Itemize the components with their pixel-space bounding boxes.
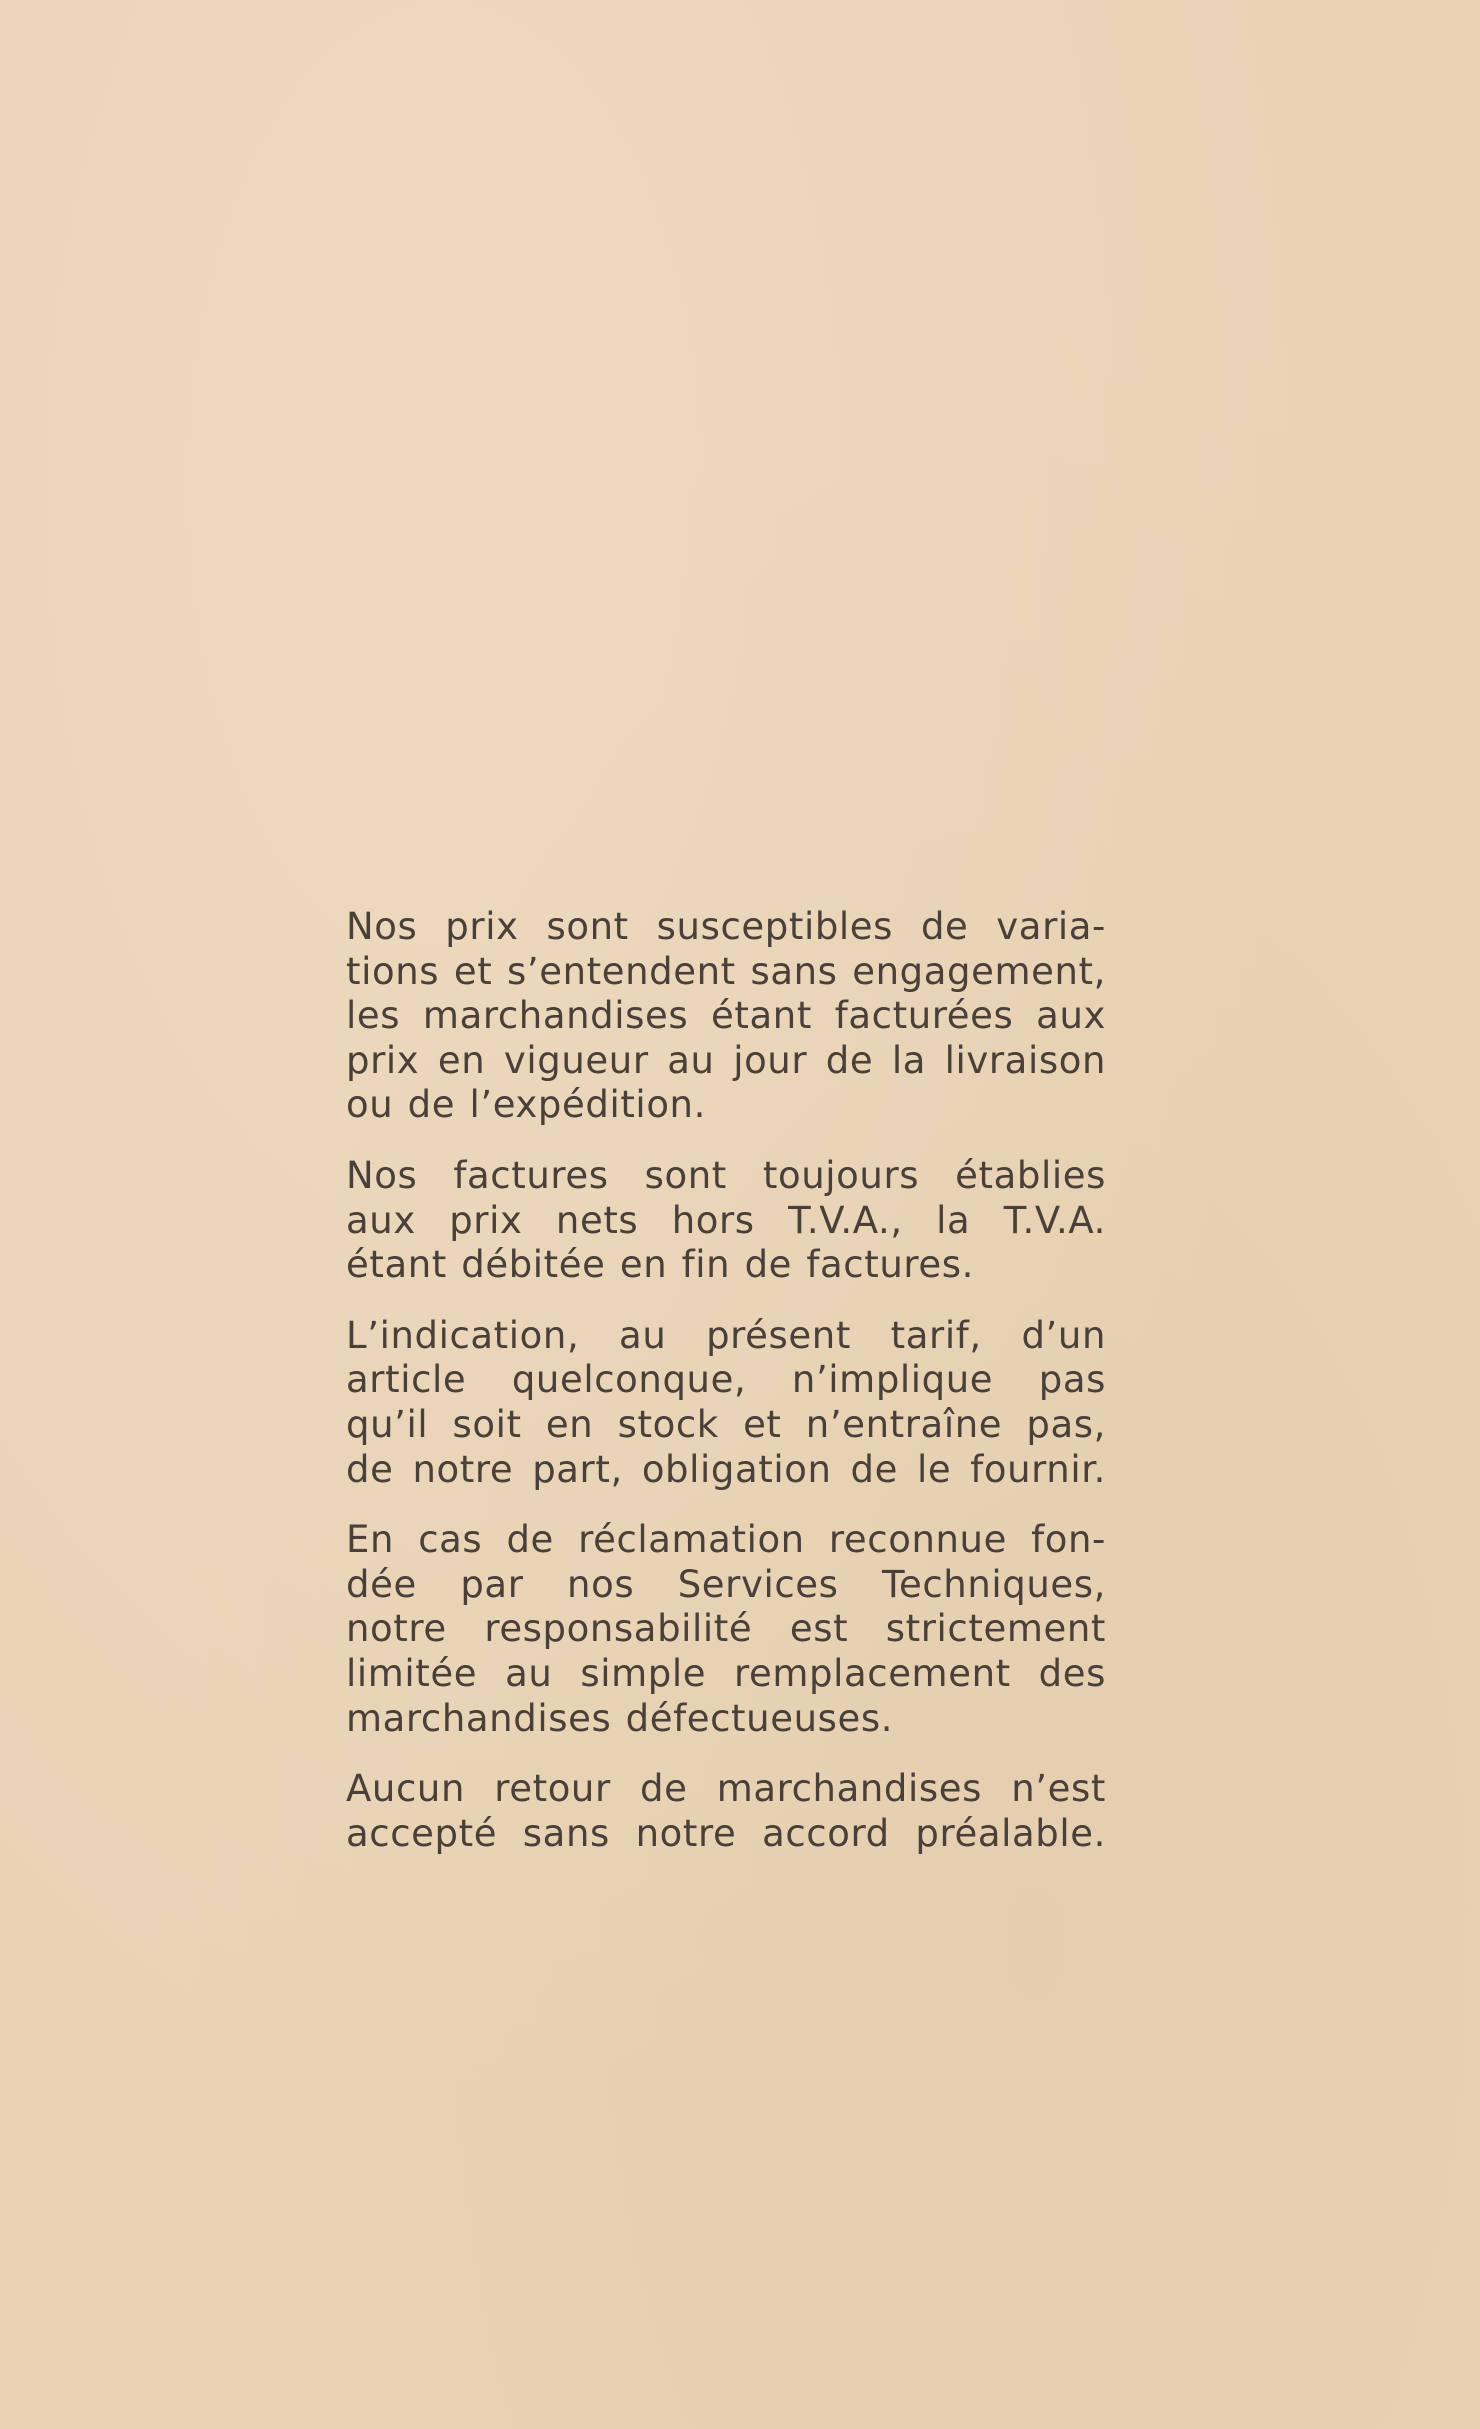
text-line: notre responsabilité est strictement bbox=[346, 1607, 1106, 1651]
text-line: qu’il soit en stock et n’entraîne pas, bbox=[346, 1402, 1106, 1446]
text-line: En cas de réclamation reconnue fon- bbox=[346, 1518, 1106, 1562]
text-line: Aucun retour de marchandises n’est bbox=[346, 1767, 1106, 1811]
text-line: dée par nos Services Techniques, bbox=[346, 1562, 1106, 1606]
text-line: accepté sans notre accord préalable. bbox=[346, 1811, 1106, 1855]
paragraph-returns bbox=[346, 1767, 1106, 1856]
text-line: marchandises défectueuses. bbox=[346, 1696, 894, 1740]
text-line: prix en vigueur au jour de la livraison bbox=[346, 1038, 1106, 1082]
paragraph-invoices bbox=[346, 1154, 1106, 1288]
text-line: Nos factures sont toujours établies bbox=[346, 1153, 1106, 1197]
text-line: étant débitée en fin de factures. bbox=[346, 1243, 974, 1287]
text-line: ou de l’expédition. bbox=[346, 1083, 706, 1127]
text-line: article quelconque, n’implique pas bbox=[346, 1358, 1106, 1402]
text-line: limitée au simple remplacement des bbox=[346, 1651, 1106, 1695]
paragraph-stock bbox=[346, 1314, 1106, 1492]
text-line: de notre part, obligation de le fournir. bbox=[346, 1447, 1106, 1491]
paragraph-claims bbox=[346, 1518, 1106, 1741]
text-line: L’indication, au présent tarif, d’un bbox=[346, 1313, 1106, 1357]
text-line: aux prix nets hors T.V.A., la T.V.A. bbox=[346, 1198, 1106, 1242]
text-line: tions et s’entendent sans engagement, bbox=[346, 949, 1106, 993]
terms-text bbox=[346, 905, 1106, 1882]
text-line: les marchandises étant facturées aux bbox=[346, 994, 1106, 1038]
paragraph-price-variations bbox=[346, 905, 1106, 1128]
text-line: Nos prix sont susceptibles de varia- bbox=[346, 905, 1106, 948]
